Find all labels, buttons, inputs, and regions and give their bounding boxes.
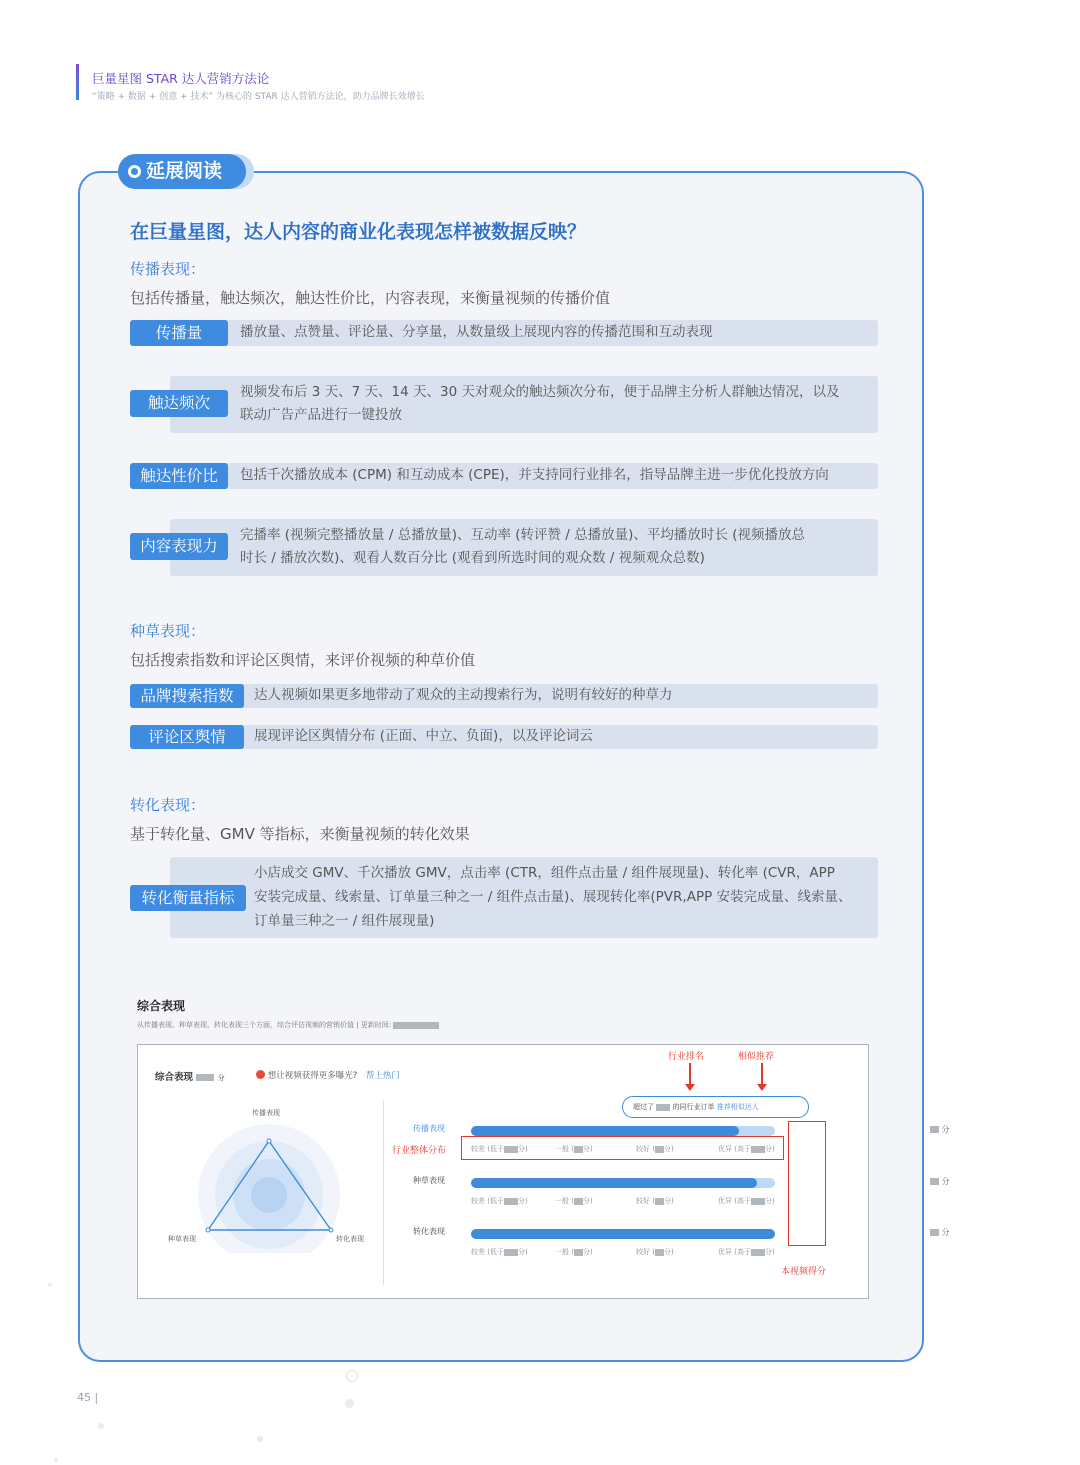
scale-item xyxy=(718,1196,775,1206)
page-number: 45 | xyxy=(77,1391,99,1404)
spread-desc: 包括传播量，触达频次，触达性价比，内容表现，来衡量视频的传播价值 xyxy=(130,289,611,307)
grass-row-text-2: 展现评论区舆情分布 (正面、中立、负面)，以及评论词云 xyxy=(254,728,593,744)
scale-value-redacted xyxy=(655,1198,664,1205)
bar-fill-2 xyxy=(471,1229,775,1239)
bar-fill-0 xyxy=(471,1126,739,1136)
scale-text: 分) xyxy=(764,1248,775,1256)
scale-text: 较差 (低于 xyxy=(471,1248,504,1256)
scale-text: 优异 (高于 xyxy=(718,1248,751,1256)
scale-text: 较差 (低于 xyxy=(471,1145,504,1153)
scale-text: 分) xyxy=(663,1248,674,1256)
scale-text: 分) xyxy=(582,1145,593,1153)
scale-text: 分) xyxy=(663,1145,674,1153)
decor-dot xyxy=(98,1423,104,1429)
video-score-0 xyxy=(930,1124,950,1135)
scale-value-redacted xyxy=(574,1198,583,1205)
grass-heading: 种草表现： xyxy=(130,622,206,640)
radar-label-top: 传播表现 xyxy=(252,1109,280,1117)
radar-vertex-left xyxy=(206,1228,210,1232)
scale-item xyxy=(471,1196,528,1206)
convert-row-text-b: 安装完成量、线索量、订单量三种之一 / 组件点击量)、展现转化率(PVR,APP 安装完成量、线索量、 xyxy=(254,889,852,905)
overall-score xyxy=(155,1069,225,1083)
pill-middle: 的同行业订单 xyxy=(672,1103,715,1111)
hot-prompt xyxy=(256,1069,400,1081)
header-title: 巨量星图 STAR 达人营销方法论 xyxy=(92,71,270,86)
bar-track-1 xyxy=(471,1178,775,1188)
scale-text: 较差 (低于 xyxy=(471,1197,504,1205)
overview-panel xyxy=(137,1044,950,1299)
scale-text: 较好 ( xyxy=(636,1248,655,1256)
score-redacted xyxy=(930,1178,939,1185)
radar-ring-1 xyxy=(251,1177,287,1213)
convert-row-text-c: 订单量三种之一 / 组件展现量) xyxy=(254,913,435,929)
video-score-1 xyxy=(930,1176,950,1187)
score-redacted xyxy=(930,1126,939,1133)
scale-text: 分) xyxy=(663,1197,674,1205)
overview-subtitle xyxy=(137,1020,439,1030)
update-time-redacted xyxy=(393,1022,439,1029)
overall-score-label: 综合表现 xyxy=(155,1072,194,1083)
tag-content-performance: 内容表现力 xyxy=(130,533,228,560)
convert-row-text-a: 小店成交 GMV、千次播放 GMV，点击率 (CTR，组件点击量 / 组件展现量)、转化率 (CVR，APP xyxy=(254,865,835,881)
radar-label-left: 种草表现 xyxy=(168,1235,196,1243)
hot-prompt-text: 想让视频获得更多曝光? xyxy=(267,1071,358,1081)
spread-row-text-4a: 完播率 (视频完整播放量 / 总播放量)、互动率 (转评赞 / 总播放量)、平均播放时长 (视频播放总 xyxy=(240,527,805,543)
annot-score: 本视频得分 xyxy=(781,1267,827,1277)
tag-brand-search-index: 品牌搜索指数 xyxy=(130,684,244,708)
convert-desc: 基于转化量、GMV 等指标，来衡量视频的转化效果 xyxy=(130,825,470,843)
spread-row-text-4b: 时长 / 播放次数)、观看人数百分比 (观看到所选时间的观众数 / 视频观众总数) xyxy=(240,550,705,566)
scale-item xyxy=(636,1247,674,1257)
score-unit: 分 xyxy=(941,1228,950,1237)
arrow-rank-icon xyxy=(689,1063,691,1085)
bar-track-2 xyxy=(471,1229,775,1239)
scale-value-redacted xyxy=(504,1198,518,1205)
spread-row-text-2a: 视频发布后 3 天、7 天、14 天、30 天对观众的触达频次分布，便于品牌主分析人群触达情况，以及 xyxy=(240,384,840,400)
scale-text: 分) xyxy=(517,1248,528,1256)
bar-track-0 xyxy=(471,1126,775,1136)
spread-row-text-2b: 联动广告产品进行一键投放 xyxy=(240,407,402,423)
radar-vertex-top xyxy=(267,1139,271,1143)
tab-label: 延展阅读 xyxy=(146,160,223,182)
overview-subtitle-text: 从传播表现、种草表现、转化表现三个方面，综合评估视频的营销价值 | 更新时间: xyxy=(137,1021,392,1029)
scale-text: 优异 (高于 xyxy=(718,1197,751,1205)
spread-heading: 传播表现： xyxy=(130,260,206,278)
scale-value-redacted xyxy=(655,1249,664,1256)
hot-link[interactable]: 帮上热门 xyxy=(365,1071,400,1081)
bar-fill-1 xyxy=(471,1178,757,1188)
spread-row-text-1: 播放量、点赞量、评论量、分享量，从数量级上展现内容的传播范围和互动表现 xyxy=(240,324,713,340)
scale-text: 一般 ( xyxy=(555,1197,574,1205)
decor-dot xyxy=(346,1370,358,1382)
decor-dot xyxy=(48,1283,52,1287)
scale-text: 分) xyxy=(582,1248,593,1256)
scale-text: 分) xyxy=(517,1145,528,1153)
arrow-similar-icon xyxy=(761,1063,763,1085)
header-accent-bar xyxy=(76,64,79,100)
industry-pill xyxy=(622,1096,809,1118)
pill-prefix: 超过了 xyxy=(633,1103,654,1111)
radar-label-right: 转化表现 xyxy=(336,1235,364,1243)
annot-similar: 相似推荐 xyxy=(738,1052,775,1062)
scale-text: 较好 ( xyxy=(636,1197,655,1205)
tag-comment-sentiment: 评论区舆情 xyxy=(130,725,244,749)
scale-text: 较好 ( xyxy=(636,1145,655,1153)
score-highlight-box xyxy=(788,1121,826,1246)
scale-item xyxy=(555,1196,593,1206)
grass-row-text-1: 达人视频如果更多地带动了观众的主动搜索行为，说明有较好的种草力 xyxy=(254,687,673,703)
scale-value-redacted xyxy=(751,1249,765,1256)
grass-desc: 包括搜索指数和评论区舆情，来评价视频的种草价值 xyxy=(130,651,476,669)
annot-rank: 行业排名 xyxy=(668,1052,705,1062)
dist-highlight-box xyxy=(461,1136,784,1160)
scale-value-redacted xyxy=(504,1249,518,1256)
scale-text: 一般 ( xyxy=(555,1248,574,1256)
overall-score-redacted xyxy=(196,1074,214,1081)
recommend-similar-link[interactable]: 推荐相似达人 xyxy=(716,1103,759,1111)
fire-icon xyxy=(256,1070,265,1079)
video-score-2 xyxy=(930,1227,950,1238)
convert-heading: 转化表现： xyxy=(130,796,206,814)
scale-item xyxy=(718,1247,775,1257)
decor-dot xyxy=(257,1436,263,1442)
overall-score-unit: 分 xyxy=(217,1074,225,1082)
tag-spread-volume: 传播量 xyxy=(130,320,228,346)
bar-label-0: 传播表现 xyxy=(413,1124,445,1133)
radar-vertex-right xyxy=(329,1228,333,1232)
scale-text: 分) xyxy=(764,1197,775,1205)
radar-chart xyxy=(193,1123,363,1253)
question-title: 在巨量星图，达人内容的商业化表现怎样被数据反映？ xyxy=(130,221,587,243)
spread-row-text-3: 包括千次播放成本 (CPM) 和互动成本 (CPE)，并支持同行业排名，指导品牌主进一步优化投放方向 xyxy=(240,467,829,483)
score-unit: 分 xyxy=(941,1177,950,1186)
annot-dist: 行业整体分布 xyxy=(392,1146,447,1156)
page-number-text: 45 xyxy=(77,1391,91,1404)
circle-dot-icon xyxy=(128,165,141,178)
tag-reach-frequency: 触达频次 xyxy=(130,390,228,417)
scale-text: 分) xyxy=(764,1145,775,1153)
scale-text: 优异 (高于 xyxy=(718,1145,751,1153)
header-subtitle: “策略 + 数据 + 创意 + 技术” 为核心的 STAR 达人营销方法论，助力品牌长效增长 xyxy=(92,92,425,102)
scale-text: 分) xyxy=(582,1197,593,1205)
panel-divider xyxy=(383,1100,384,1285)
decor-dot xyxy=(54,1458,58,1462)
pill-rank-redacted xyxy=(656,1104,670,1111)
overview-title: 综合表现 xyxy=(137,999,186,1013)
scale-item xyxy=(471,1247,528,1257)
scale-item xyxy=(555,1247,593,1257)
bar-label-1: 种草表现 xyxy=(413,1176,445,1185)
scale-item xyxy=(636,1196,674,1206)
bar-label-2: 转化表现 xyxy=(413,1227,445,1236)
tag-reach-value: 触达性价比 xyxy=(130,463,228,489)
scale-text: 一般 ( xyxy=(555,1145,574,1153)
scale-text: 分) xyxy=(517,1197,528,1205)
scale-value-redacted xyxy=(574,1249,583,1256)
score-redacted xyxy=(930,1229,939,1236)
score-unit: 分 xyxy=(941,1125,950,1134)
scale-value-redacted xyxy=(751,1198,765,1205)
tag-conversion-metrics: 转化衡量指标 xyxy=(130,885,246,911)
decor-dot xyxy=(345,1399,354,1408)
extended-reading-tab xyxy=(118,154,246,189)
